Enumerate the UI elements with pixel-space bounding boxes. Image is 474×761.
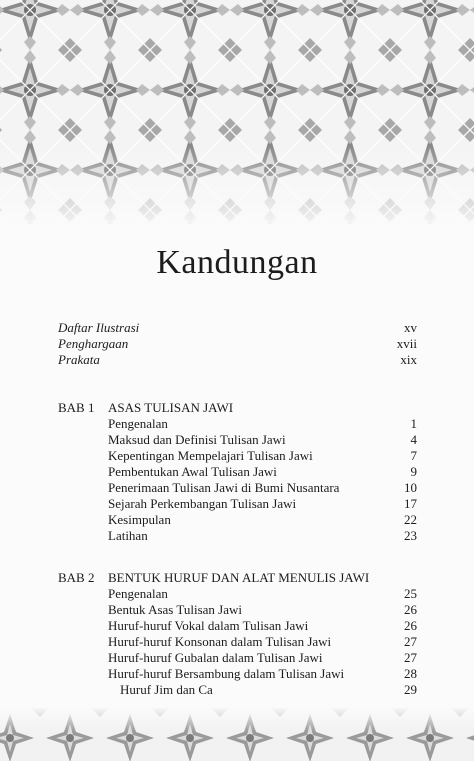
chapter-title: BENTUK HURUF DAN ALAT MENULIS JAWI — [108, 570, 370, 585]
toc-entry-label: Maksud dan Definisi Tulisan Jawi — [108, 432, 286, 447]
toc-entry-page: 9 — [410, 464, 417, 479]
toc-subentry-label: Huruf Jim dan Ca — [120, 682, 213, 697]
toc-subentry[interactable] — [120, 682, 417, 698]
top-geometric-pattern — [0, 0, 474, 224]
toc-entry-label: Huruf-huruf Konsonan dalam Tulisan Jawi — [108, 634, 332, 649]
toc-front-label: Daftar Ilustrasi — [58, 320, 140, 335]
toc-front-label: Penghargaan — [58, 336, 129, 351]
toc-entry[interactable] — [108, 512, 417, 528]
chapter-number: BAB 2 — [58, 570, 95, 585]
toc-front-page: xix — [400, 352, 417, 367]
toc-entry[interactable] — [108, 416, 417, 432]
toc-entry-label: Huruf-huruf Gubalan dalam Tulisan Jawi — [108, 650, 323, 665]
toc-entry[interactable] — [108, 602, 417, 618]
toc-entry-page: 10 — [404, 480, 417, 495]
toc-front-label: Prakata — [58, 352, 100, 367]
toc-entry-label: Kesimpulan — [108, 512, 171, 527]
bottom-pattern-graphic — [0, 708, 474, 761]
toc-entry-page: 26 — [404, 618, 417, 633]
toc-entry-label: Sejarah Perkembangan Tulisan Jawi — [108, 496, 297, 511]
chapter-title: ASAS TULISAN JAWI — [108, 400, 234, 415]
toc-entry-page: 7 — [410, 448, 417, 463]
toc-front-item[interactable] — [58, 320, 417, 336]
toc-entry-page: 17 — [404, 496, 417, 511]
toc-entry-page: 22 — [404, 512, 417, 527]
toc-entry-page: 27 — [404, 634, 417, 649]
toc-entry-page: 4 — [410, 432, 417, 447]
top-pattern-graphic — [0, 0, 474, 224]
toc-entry[interactable] — [108, 432, 417, 448]
toc-entry-label: Kepentingan Mempelajari Tulisan Jawi — [108, 448, 313, 463]
chapter-heading-1[interactable] — [58, 400, 417, 416]
bottom-geometric-pattern — [0, 708, 474, 761]
toc-entry-page: 25 — [404, 586, 417, 601]
page-title: Kandungan — [156, 244, 318, 281]
toc-entry[interactable] — [108, 448, 417, 464]
toc-entry-label: Penerimaan Tulisan Jawi di Bumi Nusantara — [108, 480, 340, 495]
toc-entry[interactable] — [108, 528, 417, 544]
toc-front-page: xvii — [396, 336, 417, 351]
toc-subentry-page: 29 — [404, 682, 417, 697]
toc-entry[interactable] — [108, 586, 417, 602]
toc-front-item[interactable] — [58, 336, 417, 352]
toc-entry[interactable] — [108, 618, 417, 634]
chapter-number: BAB 1 — [58, 400, 95, 415]
toc-entry-page: 28 — [404, 666, 417, 681]
toc-entry-label: Pembentukan Awal Tulisan Jawi — [108, 464, 277, 479]
toc-entry-label: Pengenalan — [108, 416, 168, 431]
toc-entry-page: 26 — [404, 602, 417, 617]
toc-entry-label: Bentuk Asas Tulisan Jawi — [108, 602, 242, 617]
toc-entry-page: 1 — [410, 416, 417, 431]
toc-entry-label: Latihan — [108, 528, 148, 543]
chapter-heading-2[interactable] — [58, 570, 417, 586]
toc-front-page: xv — [404, 320, 417, 335]
toc-entry[interactable] — [108, 666, 417, 682]
toc-entry[interactable] — [108, 496, 417, 512]
toc-entry-label: Huruf-huruf Bersambung dalam Tulisan Jawi — [108, 666, 345, 681]
toc-entry-page: 23 — [404, 528, 417, 543]
toc-entry[interactable] — [108, 480, 417, 496]
toc-entry-label: Huruf-huruf Vokal dalam Tulisan Jawi — [108, 618, 309, 633]
toc-entry[interactable] — [108, 634, 417, 650]
toc-front-item[interactable] — [58, 352, 417, 368]
toc-entry[interactable] — [108, 650, 417, 666]
toc-entry-page: 27 — [404, 650, 417, 665]
toc-entry[interactable] — [108, 464, 417, 480]
toc-entry-label: Pengenalan — [108, 586, 168, 601]
